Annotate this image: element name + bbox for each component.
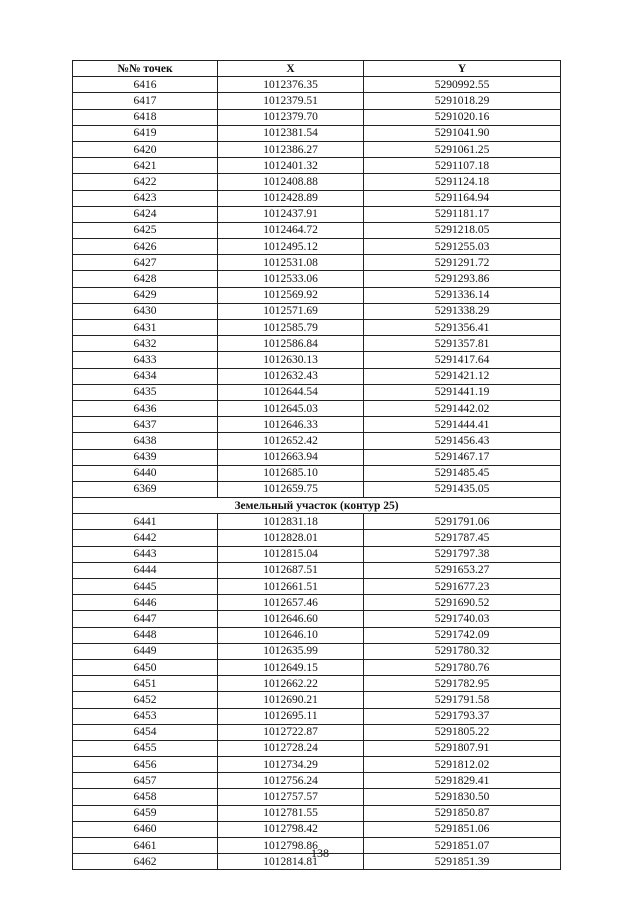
cell-y: 5291435.05 — [364, 481, 561, 497]
table-row — [73, 643, 561, 659]
table-row — [73, 320, 561, 336]
cell-x: 1012728.24 — [218, 740, 364, 756]
cell-y: 5291850.87 — [364, 805, 561, 821]
table-row — [73, 384, 561, 400]
cell-point-number: 6443 — [73, 546, 218, 562]
cell-point-number: 6460 — [73, 821, 218, 837]
cell-y: 5291291.72 — [364, 255, 561, 271]
cell-point-number: 6419 — [73, 125, 218, 141]
table-row — [73, 417, 561, 433]
cell-point-number: 6420 — [73, 141, 218, 157]
cell-y: 5291444.41 — [364, 417, 561, 433]
table-row — [73, 352, 561, 368]
cell-x: 1012690.21 — [218, 692, 364, 708]
cell-x: 1012381.54 — [218, 125, 364, 141]
cell-point-number: 6430 — [73, 303, 218, 319]
table-row — [73, 821, 561, 837]
table-row — [73, 676, 561, 692]
cell-y: 5291356.41 — [364, 320, 561, 336]
cell-point-number: 6462 — [73, 854, 218, 870]
cell-x: 1012645.03 — [218, 400, 364, 416]
cell-point-number: 6448 — [73, 627, 218, 643]
cell-point-number: 6369 — [73, 481, 218, 497]
table-body — [73, 77, 561, 870]
cell-point-number: 6440 — [73, 465, 218, 481]
cell-point-number: 6438 — [73, 433, 218, 449]
cell-x: 1012632.43 — [218, 368, 364, 384]
table-row — [73, 125, 561, 141]
cell-x: 1012495.12 — [218, 239, 364, 255]
cell-x: 1012657.46 — [218, 595, 364, 611]
cell-y: 5291018.29 — [364, 93, 561, 109]
cell-x: 1012815.04 — [218, 546, 364, 562]
table-row — [73, 611, 561, 627]
cell-y: 5291485.45 — [364, 465, 561, 481]
cell-y: 5291740.03 — [364, 611, 561, 627]
table-row — [73, 692, 561, 708]
cell-x: 1012734.29 — [218, 757, 364, 773]
cell-y: 5291807.91 — [364, 740, 561, 756]
table-row — [73, 562, 561, 578]
table-row — [73, 141, 561, 157]
cell-x: 1012531.08 — [218, 255, 364, 271]
table-row — [73, 271, 561, 287]
cell-x: 1012644.54 — [218, 384, 364, 400]
cell-y: 5291829.41 — [364, 773, 561, 789]
table-row — [73, 481, 561, 497]
cell-x: 1012685.10 — [218, 465, 364, 481]
cell-point-number: 6461 — [73, 838, 218, 854]
cell-y: 5291181.17 — [364, 206, 561, 222]
cell-point-number: 6458 — [73, 789, 218, 805]
table-row — [73, 740, 561, 756]
table-row — [73, 805, 561, 821]
cell-y: 5291467.17 — [364, 449, 561, 465]
cell-point-number: 6444 — [73, 562, 218, 578]
table-row — [73, 595, 561, 611]
cell-y: 5291338.29 — [364, 303, 561, 319]
cell-point-number: 6418 — [73, 109, 218, 125]
table-row — [73, 255, 561, 271]
cell-point-number: 6423 — [73, 190, 218, 206]
table-header-row — [73, 61, 561, 77]
cell-x: 1012571.69 — [218, 303, 364, 319]
cell-point-number: 6429 — [73, 287, 218, 303]
cell-point-number: 6457 — [73, 773, 218, 789]
table-row — [73, 400, 561, 416]
table-row — [73, 287, 561, 303]
cell-y: 5291791.06 — [364, 514, 561, 530]
cell-point-number: 6447 — [73, 611, 218, 627]
cell-y: 5291293.86 — [364, 271, 561, 287]
cell-x: 1012379.70 — [218, 109, 364, 125]
table-row — [73, 789, 561, 805]
cell-x: 1012781.55 — [218, 805, 364, 821]
cell-x: 1012386.27 — [218, 141, 364, 157]
cell-y: 5291417.64 — [364, 352, 561, 368]
cell-y: 5291107.18 — [364, 158, 561, 174]
cell-y: 5291255.03 — [364, 239, 561, 255]
table-row — [73, 465, 561, 481]
table-row — [73, 514, 561, 530]
cell-y: 5291421.12 — [364, 368, 561, 384]
cell-point-number: 6431 — [73, 320, 218, 336]
cell-point-number: 6446 — [73, 595, 218, 611]
cell-x: 1012464.72 — [218, 222, 364, 238]
table-row — [73, 109, 561, 125]
table-row — [73, 206, 561, 222]
cell-point-number: 6442 — [73, 530, 218, 546]
section-row — [73, 498, 561, 514]
cell-x: 1012630.13 — [218, 352, 364, 368]
cell-x: 1012659.75 — [218, 481, 364, 497]
table-row — [73, 239, 561, 255]
cell-x: 1012586.84 — [218, 336, 364, 352]
cell-y: 5291442.02 — [364, 400, 561, 416]
page-number: 138 — [311, 846, 329, 860]
cell-y: 5291456.43 — [364, 433, 561, 449]
column-header-point-number: №№ точек — [73, 61, 218, 77]
cell-y: 5291041.90 — [364, 125, 561, 141]
cell-x: 1012652.42 — [218, 433, 364, 449]
table-row — [73, 449, 561, 465]
cell-y: 5291218.05 — [364, 222, 561, 238]
cell-x: 1012663.94 — [218, 449, 364, 465]
cell-y: 5291793.37 — [364, 708, 561, 724]
cell-x: 1012757.57 — [218, 789, 364, 805]
cell-point-number: 6427 — [73, 255, 218, 271]
cell-point-number: 6435 — [73, 384, 218, 400]
cell-x: 1012687.51 — [218, 562, 364, 578]
cell-x: 1012662.22 — [218, 676, 364, 692]
cell-y: 5291782.95 — [364, 676, 561, 692]
cell-point-number: 6439 — [73, 449, 218, 465]
column-header-x: X — [218, 61, 364, 77]
cell-point-number: 6433 — [73, 352, 218, 368]
cell-x: 1012814.81 — [218, 854, 364, 870]
cell-y: 5291677.23 — [364, 579, 561, 595]
cell-y: 5291690.52 — [364, 595, 561, 611]
cell-point-number: 6456 — [73, 757, 218, 773]
table-row — [73, 303, 561, 319]
table-row — [73, 77, 561, 93]
table-row — [73, 368, 561, 384]
table-row — [73, 659, 561, 675]
cell-point-number: 6451 — [73, 676, 218, 692]
cell-x: 1012828.01 — [218, 530, 364, 546]
cell-y: 5291336.14 — [364, 287, 561, 303]
column-header-y: Y — [364, 61, 561, 77]
cell-x: 1012376.35 — [218, 77, 364, 93]
cell-point-number: 6416 — [73, 77, 218, 93]
cell-x: 1012646.10 — [218, 627, 364, 643]
table-row — [73, 336, 561, 352]
cell-y: 5291851.39 — [364, 854, 561, 870]
cell-y: 5291787.45 — [364, 530, 561, 546]
cell-point-number: 6445 — [73, 579, 218, 595]
cell-x: 1012408.88 — [218, 174, 364, 190]
cell-y: 5291020.16 — [364, 109, 561, 125]
cell-y: 5291830.50 — [364, 789, 561, 805]
cell-x: 1012437.91 — [218, 206, 364, 222]
section-title: Земельный участок (контур 25) — [73, 498, 561, 514]
table-row — [73, 433, 561, 449]
cell-point-number: 6436 — [73, 400, 218, 416]
cell-x: 1012428.89 — [218, 190, 364, 206]
cell-x: 1012646.33 — [218, 417, 364, 433]
table-row — [73, 579, 561, 595]
cell-x: 1012533.06 — [218, 271, 364, 287]
cell-y: 5291812.02 — [364, 757, 561, 773]
cell-x: 1012722.87 — [218, 724, 364, 740]
table-row — [73, 530, 561, 546]
cell-point-number: 6441 — [73, 514, 218, 530]
table-row — [73, 627, 561, 643]
cell-x: 1012831.18 — [218, 514, 364, 530]
cell-y: 5291851.06 — [364, 821, 561, 837]
cell-point-number: 6437 — [73, 417, 218, 433]
table-row — [73, 190, 561, 206]
table-row — [73, 174, 561, 190]
table-row — [73, 222, 561, 238]
cell-y: 5291851.07 — [364, 838, 561, 854]
table-row — [73, 724, 561, 740]
cell-point-number: 6450 — [73, 659, 218, 675]
table-row — [73, 158, 561, 174]
cell-y: 5291742.09 — [364, 627, 561, 643]
cell-point-number: 6455 — [73, 740, 218, 756]
cell-x: 1012798.42 — [218, 821, 364, 837]
cell-y: 5291653.27 — [364, 562, 561, 578]
table-row — [73, 773, 561, 789]
cell-y: 5291357.81 — [364, 336, 561, 352]
cell-point-number: 6434 — [73, 368, 218, 384]
cell-point-number: 6453 — [73, 708, 218, 724]
cell-x: 1012379.51 — [218, 93, 364, 109]
cell-x: 1012569.92 — [218, 287, 364, 303]
cell-point-number: 6432 — [73, 336, 218, 352]
cell-y: 5291164.94 — [364, 190, 561, 206]
cell-y: 5291061.25 — [364, 141, 561, 157]
cell-point-number: 6459 — [73, 805, 218, 821]
cell-point-number: 6449 — [73, 643, 218, 659]
table-row — [73, 708, 561, 724]
coordinates-table — [72, 60, 561, 870]
cell-y: 5291780.76 — [364, 659, 561, 675]
cell-point-number: 6422 — [73, 174, 218, 190]
table-row — [73, 93, 561, 109]
cell-y: 5291124.18 — [364, 174, 561, 190]
cell-point-number: 6428 — [73, 271, 218, 287]
cell-x: 1012585.79 — [218, 320, 364, 336]
cell-point-number: 6424 — [73, 206, 218, 222]
cell-x: 1012756.24 — [218, 773, 364, 789]
cell-point-number: 6426 — [73, 239, 218, 255]
cell-x: 1012661.51 — [218, 579, 364, 595]
cell-point-number: 6452 — [73, 692, 218, 708]
cell-x: 1012401.32 — [218, 158, 364, 174]
cell-x: 1012646.60 — [218, 611, 364, 627]
cell-x: 1012635.99 — [218, 643, 364, 659]
cell-point-number: 6421 — [73, 158, 218, 174]
cell-x: 1012649.15 — [218, 659, 364, 675]
cell-x: 1012798.86 — [218, 838, 364, 854]
cell-y: 5291791.58 — [364, 692, 561, 708]
cell-y: 5291805.22 — [364, 724, 561, 740]
cell-y: 5291780.32 — [364, 643, 561, 659]
cell-point-number: 6425 — [73, 222, 218, 238]
cell-y: 5291797.38 — [364, 546, 561, 562]
cell-y: 5290992.55 — [364, 77, 561, 93]
table-row — [73, 757, 561, 773]
cell-point-number: 6417 — [73, 93, 218, 109]
cell-x: 1012695.11 — [218, 708, 364, 724]
cell-y: 5291441.19 — [364, 384, 561, 400]
table-row — [73, 546, 561, 562]
cell-point-number: 6454 — [73, 724, 218, 740]
